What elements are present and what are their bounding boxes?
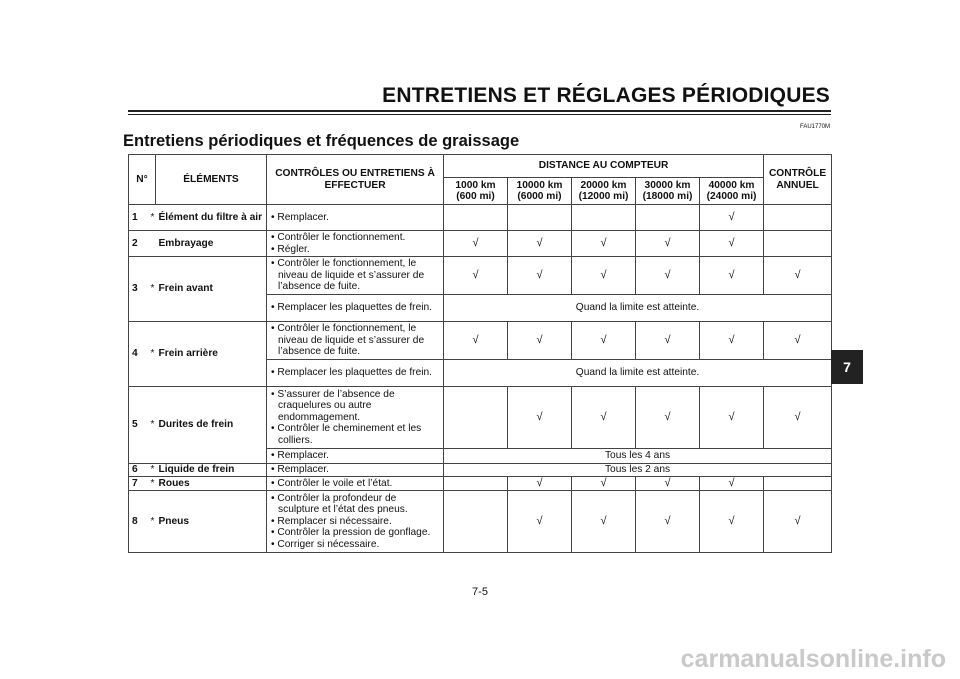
header-item: ÉLÉMENTS xyxy=(156,155,267,205)
maintenance-table xyxy=(128,154,832,553)
check-mark: √ xyxy=(508,387,572,449)
check-mark: √ xyxy=(700,231,764,257)
check-mark: √ xyxy=(444,257,508,295)
check-mark: √ xyxy=(764,322,832,360)
check-mark: √ xyxy=(572,491,636,553)
table-row: 7 * Roues • Contrôler le voile et l’état. √ √ √ √ xyxy=(129,477,832,491)
check-mark: √ xyxy=(572,231,636,257)
table-row: • Remplacer les plaquettes de frein. Quand la limite est atteinte. xyxy=(129,295,832,322)
chapter-tab: 7 xyxy=(831,350,863,384)
action-text: • Remplacer. xyxy=(271,211,329,223)
check-mark: √ xyxy=(636,322,700,360)
section-title: Entretiens périodiques et fréquences de graissage xyxy=(123,132,520,150)
check-mark: √ xyxy=(572,477,636,491)
page-header-title: ENTRETIENS ET RÉGLAGES PÉRIODIQUES xyxy=(382,84,830,107)
page-number: 7-5 xyxy=(472,586,488,598)
interval-note: Quand la limite est atteinte. xyxy=(444,295,832,322)
watermark: carmanualsonline.info xyxy=(680,645,946,673)
table-row: 6 * Liquide de frein • Remplacer. Tous les 2 ans xyxy=(129,464,832,477)
check-mark: √ xyxy=(508,231,572,257)
check-mark: √ xyxy=(700,257,764,295)
table-row: 8 * Pneus • Contrôler la profondeur de sculpture et l’état des pneus. • Remplacer si nécessaire. • Contrôler la pression de gonflage. • Corriger si nécessaire. √ √ √ √ √ xyxy=(129,491,832,553)
header-interval: 10000 km (6000 mi) xyxy=(508,178,572,205)
check-mark: √ xyxy=(508,322,572,360)
table-row: 1 * Élément du filtre à air • Remplacer. √ xyxy=(129,205,832,231)
check-mark: √ xyxy=(572,387,636,449)
table-row: • Remplacer. Tous les 4 ans xyxy=(129,449,832,464)
check-mark: √ xyxy=(700,322,764,360)
interval-note: Tous les 2 ans xyxy=(444,464,832,477)
header-no: N° xyxy=(129,155,156,205)
table-row: 3 * Frein avant • Contrôler le fonctionnement, le niveau de liquide et s’assurer de l’absence de fuite. √ √ √ √ √ √ xyxy=(129,257,832,295)
check-mark: √ xyxy=(700,387,764,449)
header-odometer: DISTANCE AU COMPTEUR xyxy=(444,155,764,178)
check-mark: √ xyxy=(572,257,636,295)
check-mark: √ xyxy=(508,491,572,553)
header-checks: CONTRÔLES OU ENTRETIENS À EFFECTUER xyxy=(267,155,444,205)
check-mark: √ xyxy=(508,477,572,491)
check-mark: √ xyxy=(636,477,700,491)
table-row: • Remplacer les plaquettes de frein. Quand la limite est atteinte. xyxy=(129,360,832,387)
check-mark: √ xyxy=(636,387,700,449)
interval-note: Tous les 4 ans xyxy=(444,449,832,464)
check-mark: √ xyxy=(764,387,832,449)
check-mark: √ xyxy=(636,257,700,295)
check-mark: √ xyxy=(764,257,832,295)
table-row: 2 Embrayage • Contrôler le fonctionnement. • Régler. √ √ √ √ √ xyxy=(129,231,832,257)
check-mark: √ xyxy=(700,491,764,553)
check-mark: √ xyxy=(508,257,572,295)
check-mark: √ xyxy=(572,322,636,360)
table-row: 5 * Durites de frein • S’assurer de l’absence de craquelures ou autre endommagement. • Contrôler le cheminement et les colliers. √ √ √ √ √ xyxy=(129,387,832,449)
check-mark: √ xyxy=(700,477,764,491)
doc-code: FAU1770M xyxy=(799,124,830,130)
check-mark: √ xyxy=(700,205,764,231)
check-mark: √ xyxy=(636,491,700,553)
check-mark: √ xyxy=(636,231,700,257)
check-mark: √ xyxy=(444,231,508,257)
header-interval: 20000 km (12000 mi) xyxy=(572,178,636,205)
header-interval: 40000 km (24000 mi) xyxy=(700,178,764,205)
table-row: 4 * Frein arrière • Contrôler le fonctionnement, le niveau de liquide et s’assurer de l’absence de fuite. √ √ √ √ √ √ xyxy=(129,322,832,360)
check-mark: √ xyxy=(444,322,508,360)
header-rule-thin xyxy=(128,114,831,115)
header-annual: CONTRÔLE ANNUEL xyxy=(764,155,832,205)
header-interval: 30000 km (18000 mi) xyxy=(636,178,700,205)
interval-note: Quand la limite est atteinte. xyxy=(444,360,832,387)
check-mark: √ xyxy=(764,491,832,553)
header-rule xyxy=(128,110,831,112)
header-interval: 1000 km (600 mi) xyxy=(444,178,508,205)
